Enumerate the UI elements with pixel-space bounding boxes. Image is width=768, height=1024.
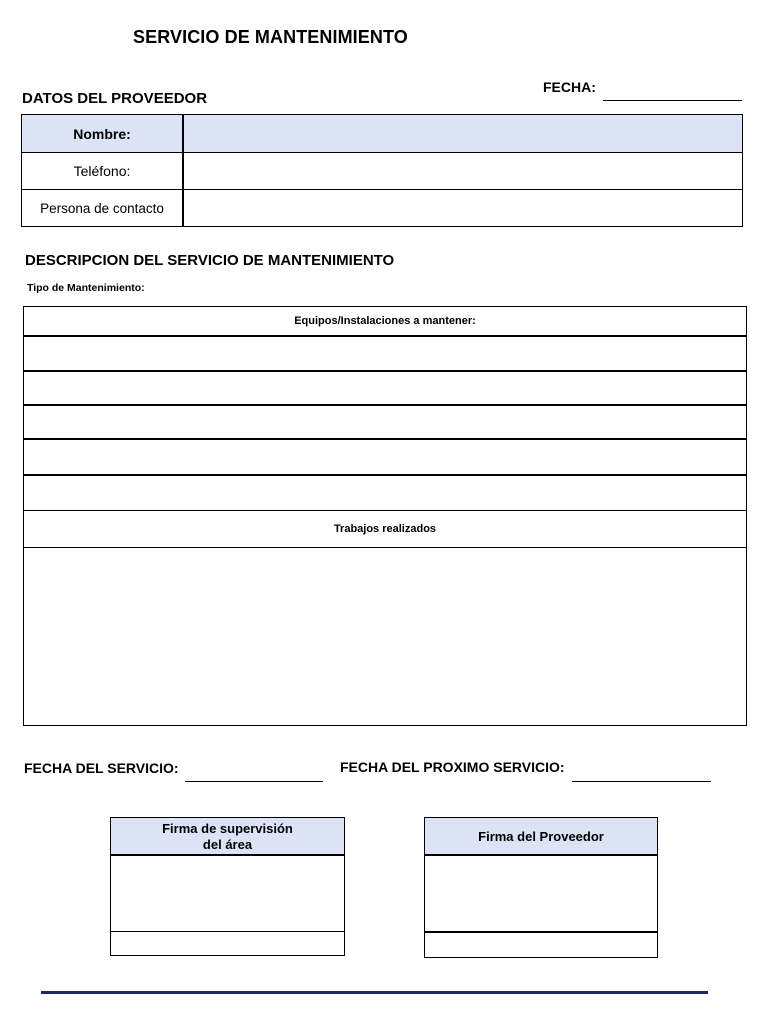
nombre-field[interactable] <box>183 115 743 153</box>
equipo-row-1[interactable] <box>24 337 746 372</box>
fecha-servicio-label: FECHA DEL SERVICIO: <box>24 760 179 776</box>
section-title-proveedor: DATOS DEL PROVEEDOR <box>22 90 208 107</box>
telefono-label: Teléfono: <box>22 153 184 190</box>
equipo-row-2[interactable] <box>24 372 746 406</box>
firma-supervision-footer[interactable] <box>111 931 344 955</box>
bottom-divider <box>41 991 708 994</box>
fecha-proximo-field[interactable] <box>572 781 711 782</box>
equipos-header: Equipos/Instalaciones a mantener: <box>24 307 746 337</box>
table-row-contacto <box>22 190 743 227</box>
table-row-telefono <box>22 153 743 190</box>
firma-supervision-field[interactable] <box>111 856 344 931</box>
equipo-row-5[interactable] <box>24 476 746 511</box>
firma-proveedor-box <box>424 817 658 958</box>
firma-supervision-header <box>111 818 344 856</box>
firma-proveedor-label: Firma del Proveedor <box>425 818 657 856</box>
contacto-field[interactable] <box>183 190 743 227</box>
equipo-row-3[interactable] <box>24 406 746 440</box>
firma-proveedor-footer[interactable] <box>425 931 657 957</box>
table-row-nombre <box>22 115 743 153</box>
telefono-field[interactable] <box>183 153 743 190</box>
equipo-row-4[interactable] <box>24 440 746 476</box>
fecha-label: FECHA: <box>543 79 596 95</box>
trabajos-header: Trabajos realizados <box>24 511 746 548</box>
tipo-mantenimiento-label: Tipo de Mantenimiento: <box>27 282 145 294</box>
firma-supervision-label-1: Firma de supervisión <box>162 821 293 836</box>
proveedor-table <box>21 114 743 227</box>
equipos-table <box>23 306 747 726</box>
contacto-label: Persona de contacto <box>22 190 184 227</box>
firma-proveedor-field[interactable] <box>425 856 657 931</box>
firma-supervision-label-2: del área <box>202 837 253 852</box>
document-title: SERVICIO DE MANTENIMIENTO <box>133 27 408 47</box>
firma-supervision-box <box>110 817 345 956</box>
trabajos-field[interactable] <box>24 548 746 723</box>
section-title-descripcion: DESCRIPCION DEL SERVICIO DE MANTENIMIENTO <box>25 252 395 269</box>
fecha-servicio-field[interactable] <box>185 781 323 782</box>
fecha-field[interactable] <box>603 100 742 101</box>
fecha-proximo-label: FECHA DEL PROXIMO SERVICIO: <box>340 759 565 775</box>
nombre-label: Nombre: <box>22 115 184 153</box>
